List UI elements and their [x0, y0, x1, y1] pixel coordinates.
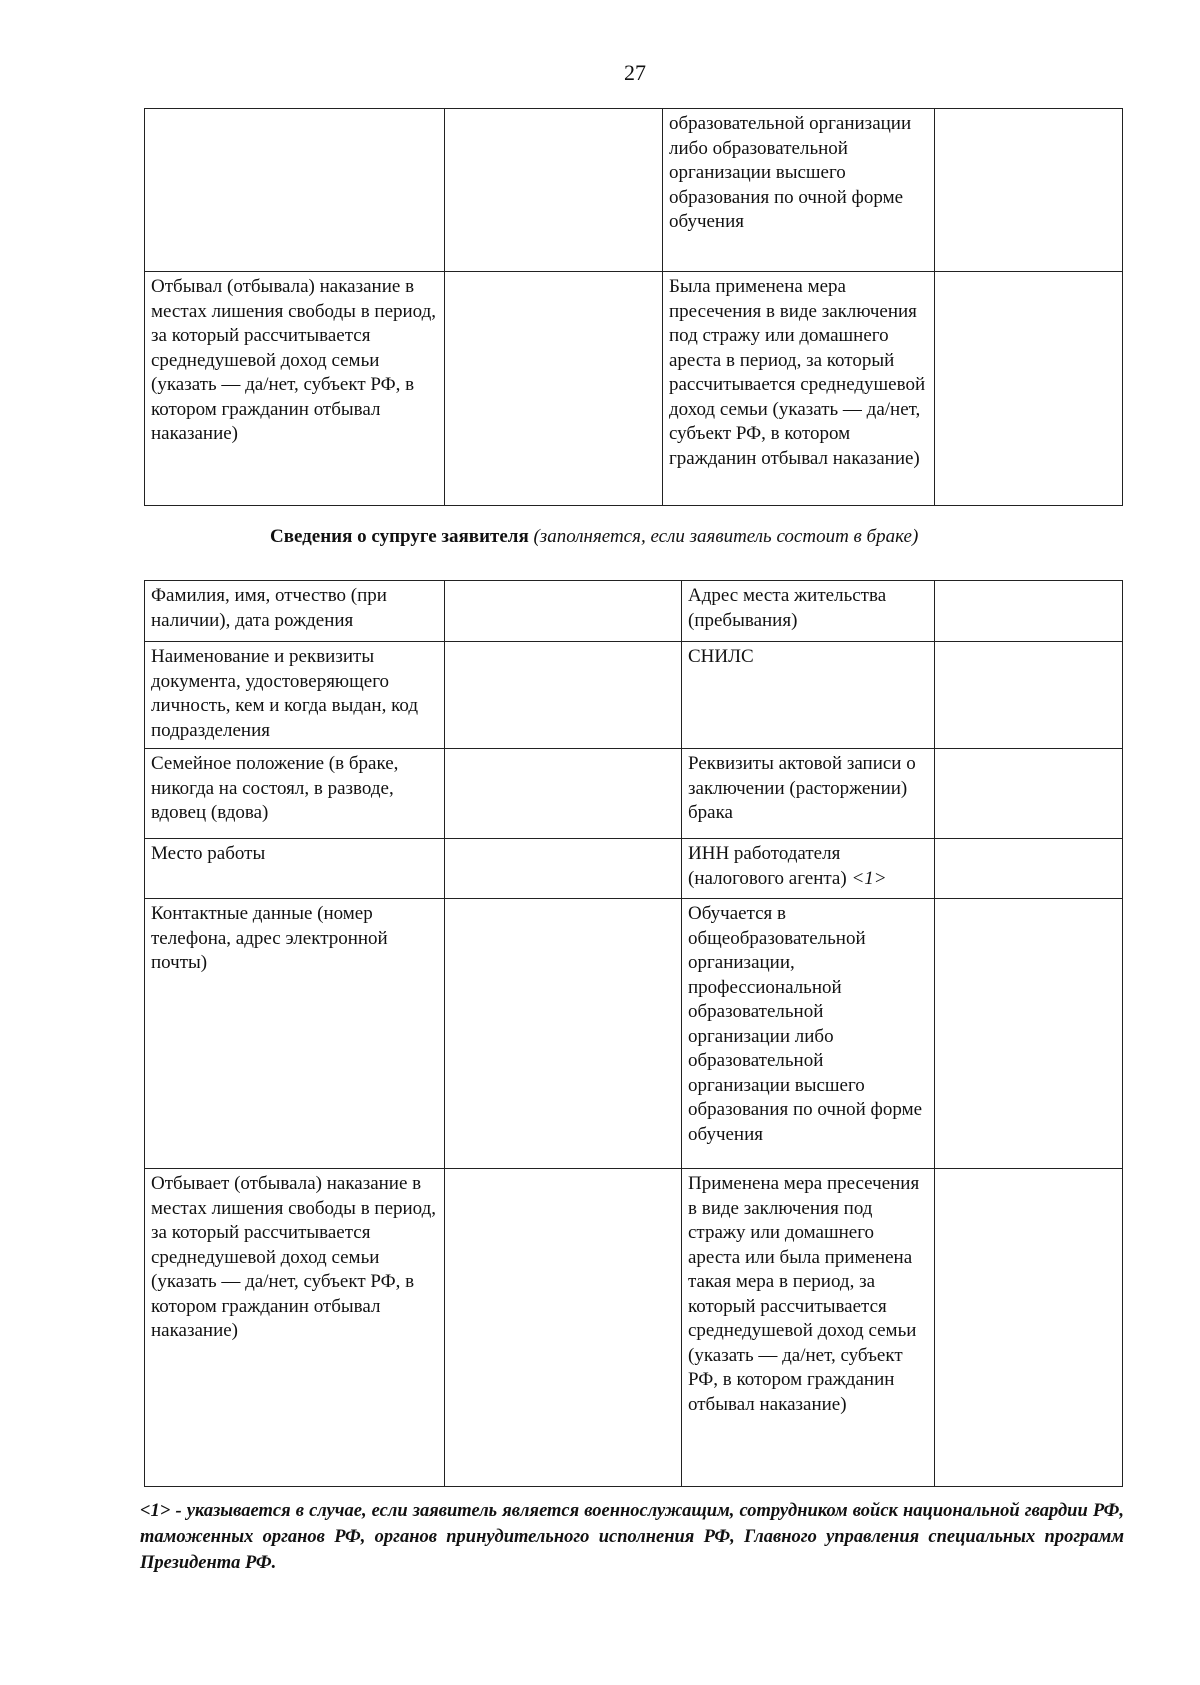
field-label: Контактные данные (номер телефона, адрес электронной почты): [145, 899, 445, 1169]
table-row: [145, 899, 1123, 1169]
field-label: Адрес места жительства (пребывания): [682, 581, 935, 642]
field-value[interactable]: [445, 749, 682, 839]
field-value[interactable]: [935, 899, 1123, 1169]
field-label-text: ИНН работодателя (налогового агента): [688, 843, 847, 889]
spouse-info-table: [144, 580, 1123, 1487]
field-value[interactable]: [445, 272, 663, 506]
footnote: <1> - указывается в случае, если заявитель является военнослужащим, сотрудником войск национальной гвардии РФ, таможенных органов РФ, органов принудительного исполнения РФ, Главного управления специальных программ Президента РФ.: [140, 1501, 1124, 1573]
section-note: (заполняется, если заявитель состоит в браке): [533, 526, 919, 547]
field-value[interactable]: [445, 839, 682, 899]
field-value[interactable]: [935, 749, 1123, 839]
table-row: [145, 642, 1123, 749]
field-label: Семейное положение (в браке, никогда на состоял, в разводе, вдовец (вдова): [145, 749, 445, 839]
field-label: Наименование и реквизиты документа, удостоверяющего личность, кем и когда выдан, код подразделения: [145, 642, 445, 749]
field-value[interactable]: [445, 581, 682, 642]
field-value[interactable]: [445, 109, 663, 272]
table-row: [145, 749, 1123, 839]
field-value[interactable]: [445, 1169, 682, 1487]
field-label: [682, 839, 935, 899]
field-value[interactable]: [935, 1169, 1123, 1487]
field-value[interactable]: [935, 272, 1123, 506]
field-label: Место работы: [145, 839, 445, 899]
table-row: [145, 109, 1123, 272]
field-label: Отбывает (отбывала) наказание в местах лишения свободы в период, за который рассчитывается среднедушевой доход семьи (указать — да/нет, субъект РФ, в котором гражданин отбывал наказание): [145, 1169, 445, 1487]
field-label: Была применена мера пресечения в виде заключения под стражу или домашнего ареста в период, за который рассчитывается среднедушевой доход семьи (указать — да/нет, субъект РФ, в котором гражданин отбывал наказание): [663, 272, 935, 506]
field-value[interactable]: [445, 899, 682, 1169]
field-label: Фамилия, имя, отчество (при наличии), дата рождения: [145, 581, 445, 642]
page-number: 27: [624, 60, 646, 85]
field-label: [145, 109, 445, 272]
field-label: СНИЛС: [682, 642, 935, 749]
field-value[interactable]: [935, 581, 1123, 642]
table-row: [145, 839, 1123, 899]
table-row: [145, 272, 1123, 506]
field-label: образовательной организации либо образовательной организации высшего образования по очной форме обучения: [663, 109, 935, 272]
field-label: Реквизиты актовой записи о заключении (расторжении) брака: [682, 749, 935, 839]
field-value[interactable]: [935, 839, 1123, 899]
field-value[interactable]: [935, 109, 1123, 272]
table-row: [145, 581, 1123, 642]
field-value[interactable]: [935, 642, 1123, 749]
section-heading: [270, 526, 1050, 548]
field-label: Отбывал (отбывала) наказание в местах лишения свободы в период, за который рассчитывается среднедушевой доход семьи (указать — да/нет, субъект РФ, в котором гражданин отбывал наказание): [145, 272, 445, 506]
field-label: Применена мера пресечения в виде заключения под стражу или домашнего ареста или была применена такая мера в период, за который рассчитывается среднедушевой доход семьи (указать — да/нет, субъект РФ, в котором гражданин отбывал наказание): [682, 1169, 935, 1487]
table-row: [145, 1169, 1123, 1487]
field-value[interactable]: [445, 642, 682, 749]
section-title: Сведения о супруге заявителя: [270, 526, 529, 547]
applicant-continuation-table: [144, 108, 1123, 506]
field-label: Обучается в общеобразовательной организации, профессиональной образовательной организации либо образовательной организации высшего образования по очной форме обучения: [682, 899, 935, 1169]
footnote-ref: <1>: [851, 867, 887, 889]
